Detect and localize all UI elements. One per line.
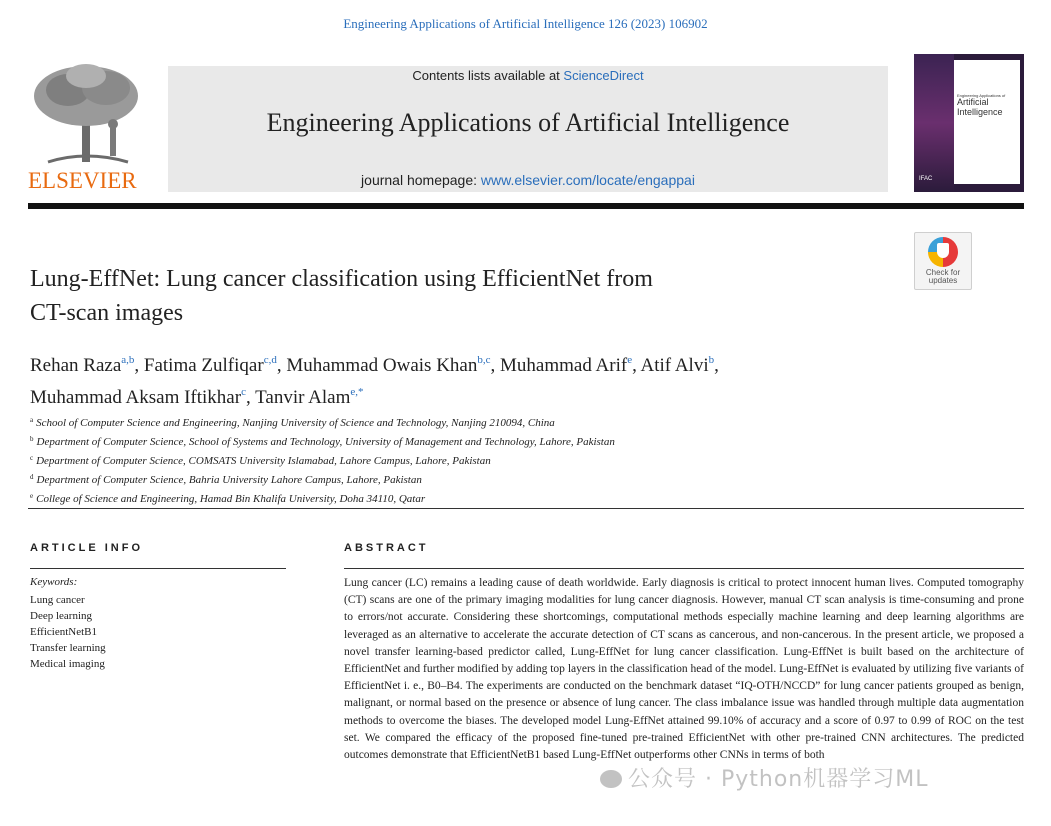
abstract-text: Lung cancer (LC) remains a leading cause of death worldwide. Early diagnosis is critical to protect innocent human lives. Computed tomography (CT) scans are one of the primary imaging modalities for lung cancer diagnosis. However, manual CT scan analysis is time-consuming and prone to errors/not accurate. Considering these shortcomings, computational methods especially machine learning and deep learning algorithms are leveraged as an alternative to accelerate the accurate detection of CT scans as cancerous, and non-cancerous. In the present article, we proposed a novel transfer learning-based predictor called, Lung-EffNet for lung cancer classification. Lung-EffNet is built based on the architecture of EfficientNet and further modified by adding top layers in the classification head of the model. Lung-EffNet is evaluated by utilizing five variants of EfficientNet i. e., B0–B4. The experiments are conducted on the benchmark dataset “IQ-OTH/NCCD” for lung cancer patients grouped as benign, malignant, or normal based on the presence or absence of lung cancer. The class imbalance issue was handled through multiple data augmentation methods to overcome the biases. The developed model Lung-EffNet attained 99.10% of accuracy and a score of 0.97 to 0.99 of ROC on the test set. We compared the efficacy of the proposed fine-tuned pre-trained EfficientNet with other pre-trained CNN architectures. The predicted outcomes demonstrate that EfficientNetB1 based Lung-EffNet outperforms other CNNs in terms of both bbox=[344, 577, 1024, 762]
cover-title bbox=[957, 94, 1005, 117]
section-divider bbox=[28, 508, 1024, 509]
elsevier-tree-icon bbox=[28, 62, 146, 170]
journal-homepage-link[interactable]: www.elsevier.com/locate/engappai bbox=[480, 172, 695, 188]
affil-text: College of Science and Engineering, Hamad Bin Khalifa University, Doha 34110, Qatar bbox=[36, 493, 426, 505]
author-sep: , bbox=[245, 387, 256, 408]
keyword-item: Transfer learning bbox=[30, 642, 106, 654]
author-sep: , bbox=[490, 355, 500, 376]
journal-cover-thumbnail[interactable] bbox=[914, 54, 1024, 192]
title-line1: Lung-EffNet: Lung cancer classification using EfficientNet from bbox=[30, 266, 653, 292]
cover-page bbox=[954, 60, 1020, 184]
author-name[interactable]: Atif Alvi bbox=[640, 355, 709, 376]
affil-text: School of Computer Science and Engineering, Nanjing University of Science and Technology, Nanjing 210094, China bbox=[36, 417, 555, 429]
article-info-rule bbox=[30, 568, 286, 569]
author-affil-link[interactable]: b bbox=[708, 354, 715, 366]
cover-line2: Intelligence bbox=[957, 106, 1003, 117]
affiliation-item bbox=[30, 450, 1020, 469]
homepage-line bbox=[168, 172, 888, 188]
journal-banner bbox=[168, 66, 888, 192]
keyword-item: EfficientNetB1 bbox=[30, 626, 97, 638]
author-affil-link[interactable]: b,c bbox=[477, 354, 491, 366]
affil-key: c bbox=[30, 454, 34, 462]
author-name[interactable]: Muhammad Aksam Iftikhar bbox=[30, 387, 242, 408]
title-line2: CT-scan images bbox=[30, 300, 184, 326]
keywords-label: Keywords: bbox=[30, 576, 78, 588]
bookmark-update-icon bbox=[928, 237, 958, 267]
affil-key: a bbox=[30, 416, 34, 424]
author-sep: , bbox=[714, 355, 719, 376]
keyword-item: Medical imaging bbox=[30, 658, 105, 670]
affil-text: Department of Computer Science, COMSATS University Islamabad, Lahore Campus, Lahore, Pakistan bbox=[36, 455, 491, 467]
affil-key: b bbox=[30, 435, 34, 443]
cover-strip bbox=[914, 54, 954, 192]
author-affil-link[interactable]: c bbox=[241, 386, 246, 398]
elsevier-logo[interactable] bbox=[28, 62, 146, 194]
elsevier-wordmark: ELSEVIER bbox=[28, 168, 137, 193]
author-name[interactable]: Muhammad Arif bbox=[500, 355, 628, 376]
author-name[interactable]: Tanvir Alam bbox=[255, 387, 351, 408]
author-name[interactable]: Muhammad Owais Khan bbox=[286, 355, 478, 376]
homepage-prefix: journal homepage: bbox=[361, 172, 481, 188]
cfu-line1: Check for bbox=[925, 268, 961, 277]
author-affil-link[interactable]: e bbox=[627, 354, 633, 366]
ifac-logo: IFAC bbox=[919, 176, 933, 182]
affil-text: Department of Computer Science, Bahria University Lahore Campus, Lahore, Pakistan bbox=[36, 474, 422, 486]
contents-line bbox=[168, 68, 888, 83]
keywords-list bbox=[30, 592, 106, 672]
contents-prefix: Contents lists available at bbox=[412, 68, 564, 83]
cover-small-text: Engineering Applications of bbox=[957, 93, 1006, 98]
affiliation-item bbox=[30, 431, 1020, 450]
author-sep: , bbox=[276, 355, 287, 376]
author-affil-link[interactable]: e,* bbox=[350, 386, 364, 398]
author-sep: , bbox=[134, 355, 144, 376]
journal-title[interactable]: Engineering Applications of Artificial Intelligence bbox=[266, 108, 790, 137]
affil-key: e bbox=[30, 492, 34, 500]
affiliation-item bbox=[30, 412, 1020, 431]
cover-line1: Artificial bbox=[957, 97, 989, 108]
watermark-text: 公众号 · Python机器学习ML bbox=[628, 767, 929, 792]
check-for-updates-button[interactable] bbox=[914, 232, 972, 290]
abstract-heading: ABSTRACT bbox=[344, 542, 429, 554]
keyword-item: Deep learning bbox=[30, 610, 92, 622]
header-divider bbox=[28, 203, 1024, 209]
affiliation-item bbox=[30, 469, 1020, 488]
journal-citation[interactable]: Engineering Applications of Artificial Intelligence 126 (2023) 106902 bbox=[343, 16, 708, 31]
check-for-updates-label bbox=[915, 269, 971, 286]
author-affil-link[interactable]: a,b bbox=[121, 354, 135, 366]
abstract-rule bbox=[344, 568, 1024, 569]
keyword-item: Lung cancer bbox=[30, 594, 85, 606]
article-info-heading: ARTICLE INFO bbox=[30, 542, 143, 554]
article-title bbox=[30, 262, 880, 330]
affil-key: d bbox=[30, 473, 34, 481]
author-affil-link[interactable]: c,d bbox=[263, 354, 277, 366]
affiliation-item bbox=[30, 488, 1020, 507]
cfu-line2: updates bbox=[928, 276, 958, 286]
author-sep: , bbox=[632, 355, 641, 376]
affil-text: Department of Computer Science, School of Systems and Technology, University of Management and Technology, Lahore, Pakistan bbox=[36, 436, 615, 448]
wechat-icon bbox=[600, 770, 622, 788]
author-name[interactable]: Fatima Zulfiqar bbox=[143, 355, 264, 376]
author-list bbox=[30, 347, 1020, 411]
wechat-watermark bbox=[600, 762, 928, 793]
author-name[interactable]: Rehan Raza bbox=[30, 355, 122, 376]
affiliations bbox=[30, 412, 1020, 507]
sciencedirect-link[interactable]: ScienceDirect bbox=[563, 68, 644, 83]
